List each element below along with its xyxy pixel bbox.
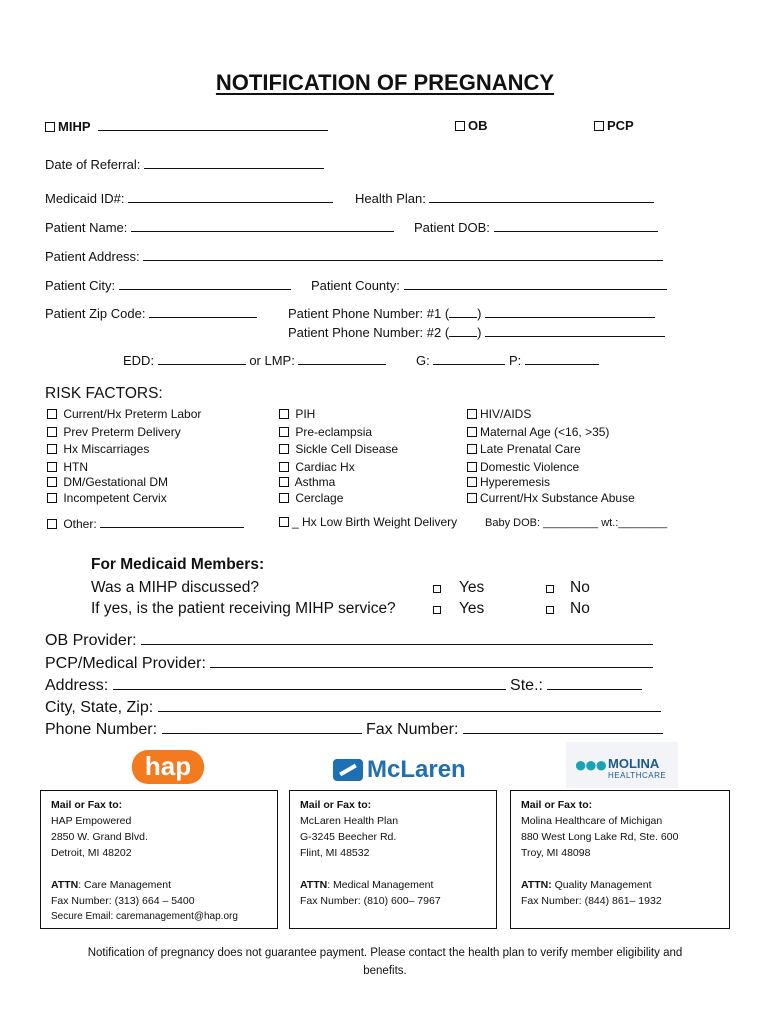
risk-checkbox[interactable] (467, 462, 477, 472)
risk-item[interactable]: Incompetent Cervix (47, 490, 201, 507)
date-of-referral-row: Date of Referral: (45, 156, 324, 172)
medicaid-heading: For Medicaid Members: (91, 556, 265, 573)
medicaid-id-field[interactable] (128, 190, 333, 203)
mclaren-logo: McLaren (333, 756, 466, 782)
risk-checkbox[interactable] (467, 444, 477, 454)
city-state-zip-field[interactable] (158, 699, 661, 712)
risk-col3 (467, 406, 635, 507)
mihp-option[interactable]: MIHP (45, 118, 328, 134)
risk-item[interactable]: Cardiac Hx (279, 460, 398, 475)
patient-city-field[interactable] (119, 277, 291, 290)
risk-item[interactable]: Cerclage (279, 490, 398, 507)
city-state-zip-row: City, State, Zip: (45, 699, 661, 717)
risk-checkbox[interactable] (467, 409, 477, 419)
q2-yes-checkbox[interactable] (433, 606, 441, 614)
risk-item[interactable]: Maternal Age (<16, >35) (467, 424, 635, 442)
risk-checkbox[interactable] (279, 409, 289, 419)
phone-fax-row: Phone Number: Fax Number: (45, 721, 663, 739)
molina-people-icon: ●●● (574, 752, 605, 777)
low-birth-weight-row[interactable]: _ Hx Low Birth Weight Delivery (279, 515, 457, 529)
gp-row: G: P: (416, 352, 599, 368)
medicaid-id-row: Medicaid ID#: (45, 190, 333, 206)
risk-col2 (279, 406, 398, 507)
page-title: NOTIFICATION OF PREGNANCY (215, 70, 555, 95)
pcp-provider-field[interactable] (210, 655, 653, 668)
baby-dob-field[interactable]: Baby DOB: _________ wt.:________ (485, 517, 668, 529)
risk-item[interactable]: Sickle Cell Disease (279, 441, 398, 459)
risk-item[interactable]: Hyperemesis (467, 475, 635, 490)
medicaid-q2: If yes, is the patient receiving MIHP service? (91, 600, 396, 617)
ste-field[interactable] (547, 677, 642, 690)
risk-col1 (47, 406, 201, 507)
mclaren-mark-icon (333, 759, 363, 781)
risk-checkbox[interactable] (47, 409, 57, 419)
risk-item[interactable]: Pre-eclampsia (279, 424, 398, 442)
risk-item[interactable]: Current/Hx Preterm Labor (47, 406, 201, 424)
q2-yes[interactable]: Yes (433, 600, 484, 618)
ob-provider-row: OB Provider: (45, 632, 653, 650)
risk-other-row: Other: (47, 515, 244, 531)
ob-option[interactable]: OB (455, 118, 488, 133)
risk-item[interactable]: HTN (47, 460, 201, 475)
g-field[interactable] (433, 352, 505, 365)
risk-checkbox[interactable] (47, 427, 57, 437)
ob-provider-field[interactable] (141, 632, 653, 645)
risk-checkbox[interactable] (47, 493, 57, 503)
health-plan-field[interactable] (429, 190, 654, 203)
q1-yes-checkbox[interactable] (433, 585, 441, 593)
molina-contact-box: Mail or Fax to: Molina Healthcare of Michigan 880 West Long Lake Rd, Ste. 600 Troy, MI 48098 ATTN: Quality Management Fax Number: (844) 861– 1932 (510, 790, 730, 929)
medicaid-q1: Was a MIHP discussed? (91, 579, 259, 596)
patient-city-row: Patient City: (45, 277, 291, 293)
risk-checkbox[interactable] (467, 477, 477, 487)
risk-item[interactable]: Domestic Violence (467, 460, 635, 475)
patient-county-row: Patient County: (311, 277, 667, 293)
patient-zip-row: Patient Zip Code: (45, 305, 257, 321)
phone2-row: Patient Phone Number: #2 ( ) (288, 324, 665, 340)
risk-checkbox[interactable] (279, 493, 289, 503)
lmp-field[interactable] (298, 352, 386, 365)
patient-dob-row: Patient DOB: (414, 219, 658, 235)
risk-item[interactable]: Late Prenatal Care (467, 441, 635, 459)
edd-row: EDD: or LMP: (123, 352, 386, 368)
address-field[interactable] (113, 677, 506, 690)
date-of-referral-field[interactable] (144, 156, 324, 169)
ob-checkbox[interactable] (455, 121, 465, 131)
molina-logo: ●●● MOLINA HEALTHCARE (566, 742, 678, 788)
risk-checkbox[interactable] (47, 477, 57, 487)
risk-checkbox[interactable] (279, 444, 289, 454)
patient-address-field[interactable] (143, 248, 663, 261)
hap-logo: hap (132, 750, 204, 784)
phone2-area-field[interactable] (449, 324, 477, 337)
phone-field[interactable] (162, 721, 362, 734)
risk-item[interactable]: DM/Gestational DM (47, 475, 201, 490)
risk-checkbox[interactable] (467, 427, 477, 437)
risk-factors-heading: RISK FACTORS: (45, 385, 163, 402)
pcp-option[interactable]: PCP (594, 118, 634, 133)
risk-checkbox[interactable] (279, 462, 289, 472)
health-plan-row: Health Plan: (355, 190, 654, 206)
address-row: Address: Ste.: (45, 677, 642, 695)
q2-no[interactable]: No (546, 600, 590, 618)
pcp-provider-row: PCP/Medical Provider: (45, 655, 653, 673)
risk-item[interactable]: Hx Miscarriages (47, 441, 201, 459)
phone1-field[interactable] (485, 305, 655, 318)
mihp-field[interactable] (98, 118, 328, 131)
phone2-field[interactable] (485, 324, 665, 337)
q1-no[interactable]: No (546, 579, 590, 597)
patient-zip-field[interactable] (149, 305, 257, 318)
risk-checkbox[interactable] (47, 462, 57, 472)
low-birth-weight-checkbox[interactable] (279, 517, 289, 527)
risk-checkbox[interactable] (467, 493, 477, 503)
risk-item[interactable]: Current/Hx Substance Abuse (467, 490, 635, 507)
risk-item[interactable]: Asthma (279, 475, 398, 490)
mclaren-contact-box: Mail or Fax to: McLaren Health Plan G-3245 Beecher Rd. Flint, MI 48532 ATTN: Medical Management Fax Number: (810) 600– 7967 (289, 790, 497, 929)
p-field[interactable] (525, 352, 599, 365)
edd-field[interactable] (158, 352, 246, 365)
mihp-checkbox[interactable] (45, 122, 55, 132)
risk-checkbox[interactable] (279, 477, 289, 487)
q2-no-checkbox[interactable] (546, 606, 554, 614)
hap-contact-box: Mail or Fax to: HAP Empowered 2850 W. Grand Blvd. Detroit, MI 48202 ATTN: Care Management Fax Number: (313) 664 – 5400 Secure Email: caremanagement@hap.org (40, 790, 278, 929)
risk-item[interactable]: Prev Preterm Delivery (47, 424, 201, 442)
risk-checkbox[interactable] (279, 427, 289, 437)
disclaimer: Notification of pregnancy does not guarantee payment. Please contact the health plan to verify member eligibility and benefits. (87, 947, 683, 977)
phone1-row: Patient Phone Number: #1 ( ) (288, 305, 655, 321)
phone1-area-field[interactable] (449, 305, 477, 318)
patient-name-field[interactable] (131, 219, 394, 232)
risk-other-field[interactable] (100, 515, 244, 528)
risk-item[interactable]: HIV/AIDS (467, 406, 635, 424)
q1-no-checkbox[interactable] (546, 585, 554, 593)
fax-field[interactable] (463, 721, 663, 734)
pcp-checkbox[interactable] (594, 121, 604, 131)
patient-name-row: Patient Name: (45, 219, 394, 235)
patient-dob-field[interactable] (494, 219, 658, 232)
q1-yes[interactable]: Yes (433, 579, 484, 597)
risk-checkbox[interactable] (47, 444, 57, 454)
risk-item[interactable]: PIH (279, 406, 398, 424)
patient-county-field[interactable] (404, 277, 667, 290)
risk-other-checkbox[interactable] (47, 519, 57, 529)
patient-address-row: Patient Address: (45, 248, 663, 264)
